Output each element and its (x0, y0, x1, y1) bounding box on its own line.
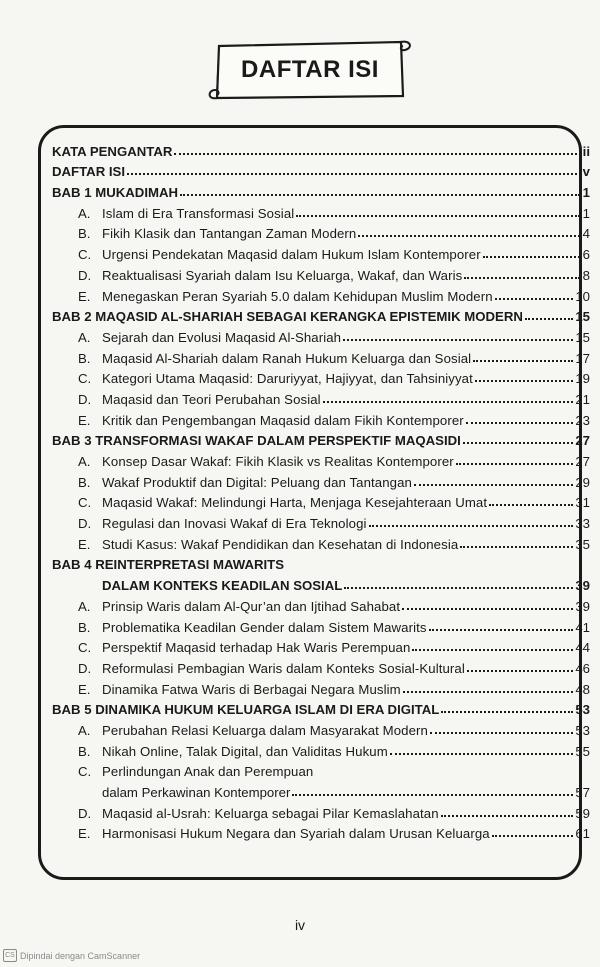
camscanner-icon: CS (3, 949, 17, 962)
toc-entry-letter: B. (78, 350, 91, 366)
toc-entry (52, 510, 590, 531)
toc-entry-page: 21 (575, 391, 590, 407)
toc-leader-dots (180, 190, 580, 196)
toc-leader-dots (460, 542, 573, 548)
toc-leader-dots (412, 645, 573, 651)
toc-entry-page: 10 (575, 288, 590, 304)
toc-entry-letter: C. (78, 495, 92, 511)
toc-entry (52, 241, 590, 262)
toc-entry-title: Urgensi Pendekatan Maqasid dalam Hukum Islam Kontemporer (102, 247, 481, 263)
toc-entry-letter: D. (78, 267, 92, 283)
toc-leader-dots (127, 169, 577, 175)
toc-leader-dots (466, 418, 574, 424)
page-title: DAFTAR ISI (241, 56, 379, 83)
toc-entry (52, 738, 590, 759)
toc-entry-letter: A. (78, 205, 91, 221)
toc-entry-page: 41 (575, 619, 590, 635)
toc-entry (52, 283, 590, 304)
toc-entry-title: dalam Perkawinan Kontemporer (102, 785, 291, 800)
toc-entry-letter: C. (78, 371, 92, 387)
toc-entry-letter: C. (78, 247, 92, 263)
toc-entry-letter: D. (78, 805, 92, 821)
table-of-contents (52, 138, 590, 841)
toc-leader-dots (403, 687, 574, 693)
toc-entry-page: 46 (575, 660, 590, 676)
toc-entry (52, 552, 590, 573)
toc-entry (52, 324, 590, 345)
toc-leader-dots (456, 459, 574, 465)
toc-entry-letter: A. (78, 598, 91, 614)
toc-entry-page: 33 (575, 516, 590, 532)
toc-leader-dots (463, 438, 574, 444)
toc-entry-page: 61 (575, 826, 590, 842)
toc-entry (52, 635, 590, 656)
toc-entry-page: 27 (575, 454, 590, 469)
toc-entry-page: iii (579, 143, 590, 159)
toc-entry-title: Fikih Klasik dan Tantangan Zaman Modern (102, 226, 357, 242)
toc-entry-letter: E. (78, 536, 91, 552)
toc-entry (52, 779, 590, 800)
toc-entry (52, 697, 590, 718)
toc-leader-dots (358, 231, 580, 237)
toc-entry-title: Konsep Dasar Wakaf: Fikih Klasik vs Realitas Kontemporer (102, 454, 454, 469)
toc-entry (52, 138, 590, 159)
toc-entry-title: Regulasi dan Inovasi Wakaf di Era Teknologi (102, 516, 367, 532)
toc-leader-dots (467, 666, 573, 672)
toc-entry-title: DAFTAR ISI (52, 164, 126, 180)
toc-entry-letter: B. (78, 743, 91, 759)
page-number: iv (294, 917, 306, 933)
toc-entry-page: 44 (575, 640, 590, 656)
toc-leader-dots (369, 521, 574, 527)
toc-leader-dots (296, 211, 580, 217)
toc-entry-page: 6 (582, 247, 590, 263)
toc-entry-letter: D. (78, 516, 92, 532)
toc-entry (52, 469, 590, 490)
toc-leader-dots (174, 149, 577, 155)
toc-entry (52, 572, 590, 593)
toc-entry-title: Prinsip Waris dalam Al-Qur’an dan Ijtihad Sahabat (102, 598, 401, 614)
toc-leader-dots (390, 749, 574, 755)
toc-entry-title: Sejarah dan Evolusi Maqasid Al-Shariah (102, 329, 342, 345)
toc-entry-page: 53 (575, 722, 590, 738)
toc-leader-dots (343, 335, 573, 341)
toc-leader-dots (525, 314, 573, 320)
toc-entry (52, 200, 590, 221)
toc-entry-letter: C. (78, 640, 92, 656)
toc-entry-title: Menegaskan Peran Syariah 5.0 dalam Kehidupan Muslim Modern (102, 288, 493, 304)
toc-entry (52, 179, 590, 200)
toc-leader-dots (292, 790, 573, 796)
toc-entry-title: Reformulasi Pembagian Waris dalam Konteks Sosial-Kultural (102, 660, 465, 676)
toc-entry-page: 19 (575, 371, 590, 387)
toc-entry-title: Perlindungan Anak dan Perempuan (102, 764, 314, 780)
toc-entry (52, 448, 590, 469)
toc-entry (52, 262, 590, 283)
toc-entry-letter: E. (78, 681, 91, 697)
toc-entry-page: 1 (582, 185, 590, 201)
toc-entry-title: Wakaf Produktif dan Digital: Peluang dan Tantangan (102, 474, 412, 490)
toc-entry-page: 39 (575, 578, 590, 594)
toc-leader-dots (475, 376, 573, 382)
toc-entry-title: Perubahan Relasi Keluarga dalam Masyarakat Modern (102, 722, 428, 738)
toc-entry-title: Islam di Era Transformasi Sosial (102, 205, 295, 221)
toc-entry (52, 345, 590, 366)
toc-entry-page: 1 (582, 205, 590, 221)
toc-entry-page: 15 (575, 329, 590, 345)
toc-entry-page: 48 (575, 681, 590, 697)
toc-entry (52, 821, 590, 842)
toc-entry-letter: C. (78, 764, 92, 780)
toc-entry-title: Kritik dan Pengembangan Maqasid dalam Fikih Kontemporer (102, 412, 464, 428)
toc-entry-letter: B. (78, 474, 91, 490)
toc-entry-title: Maqasid dan Teori Perubahan Sosial (102, 391, 321, 407)
toc-entry-title: Nikah Online, Talak Digital, dan Validitas Hukum (102, 743, 388, 759)
toc-entry-page: iv (579, 164, 590, 180)
toc-entry (52, 676, 590, 697)
toc-entry (52, 366, 590, 387)
toc-entry-page: 31 (575, 495, 590, 511)
toc-entry-title: BAB 3 TRANSFORMASI WAKAF DALAM PERSPEKTIF MAQASIDI (52, 433, 461, 449)
scanner-watermark (3, 949, 140, 962)
toc-entry (52, 386, 590, 407)
toc-leader-dots (323, 397, 574, 403)
toc-entry-title: Dinamika Fatwa Waris di Berbagai Negara Muslim (102, 681, 401, 697)
toc-entry-page: 4 (582, 226, 590, 242)
toc-entry (52, 531, 590, 552)
toc-entry-title: Problematika Keadilan Gender dalam Sistem Mawarits (102, 619, 427, 635)
toc-entry-letter: B. (78, 619, 91, 635)
toc-entry-title: Kategori Utama Maqasid: Daruriyyat, Hajiyyat, dan Tahsiniyyat (102, 371, 473, 387)
toc-entry-page: 55 (575, 743, 590, 759)
toc-entry-title: DALAM KONTEKS KEADILAN SOSIAL (102, 578, 343, 594)
toc-entry (52, 717, 590, 738)
toc-entry-letter: D. (78, 391, 92, 407)
toc-entry-title: Maqasid al-Usrah: Keluarga sebagai Pilar Kemaslahatan (102, 805, 439, 821)
toc-entry-title: BAB 2 MAQASID AL-SHARIAH SEBAGAI KERANGKA EPISTEMIK MODERN (52, 309, 523, 325)
toc-entry (52, 759, 590, 780)
toc-entry-letter: D. (78, 660, 92, 676)
toc-entry-letter: E. (78, 288, 91, 304)
toc-entry-title: Maqasid Al-Shariah dalam Ranah Hukum Keluarga dan Sosial (102, 350, 472, 366)
toc-entry-page: 15 (575, 309, 590, 325)
toc-leader-dots (430, 728, 573, 734)
toc-leader-dots (441, 811, 574, 817)
toc-entry-title: BAB 5 DINAMIKA HUKUM KELUARGA ISLAM DI ERA DIGITAL (52, 702, 440, 718)
toc-entry-letter: A. (78, 722, 91, 738)
toc-entry (52, 655, 590, 676)
toc-entry (52, 304, 590, 325)
toc-leader-dots (344, 583, 573, 589)
toc-entry-title: Reaktualisasi Syariah dalam Isu Keluarga, Wakaf, dan Waris (102, 267, 463, 283)
toc-entry-title: BAB 1 MUKADIMAH (52, 185, 179, 201)
toc-leader-dots (473, 356, 573, 362)
toc-entry-letter: A. (78, 329, 91, 345)
toc-entry-letter: E. (78, 412, 91, 428)
toc-entry-page: 17 (575, 350, 590, 366)
toc-entry (52, 614, 590, 635)
toc-entry-title: Studi Kasus: Wakaf Pendidikan dan Kesehatan di Indonesia (102, 536, 459, 552)
toc-entry-letter: E. (78, 826, 91, 842)
toc-entry-page: 59 (575, 805, 590, 821)
toc-entry-page: 27 (575, 433, 590, 449)
toc-leader-dots (441, 707, 573, 713)
toc-entry-page: 23 (575, 412, 590, 428)
toc-leader-dots (489, 500, 573, 506)
title-banner (205, 38, 415, 104)
toc-entry (52, 593, 590, 614)
toc-leader-dots (429, 625, 574, 631)
toc-entry (52, 407, 590, 428)
toc-leader-dots (495, 294, 574, 300)
toc-leader-dots (483, 252, 580, 258)
toc-entry-page: 8 (582, 267, 590, 283)
toc-entry-page: 39 (575, 598, 590, 614)
toc-entry (52, 800, 590, 821)
toc-entry (52, 490, 590, 511)
toc-entry-title: KATA PENGANTAR (52, 143, 173, 159)
toc-entry-page: 35 (575, 536, 590, 552)
toc-entry (52, 428, 590, 449)
toc-entry-title: Harmonisasi Hukum Negara dan Syariah dalam Urusan Keluarga (102, 826, 490, 842)
toc-entry-page: 53 (575, 702, 590, 718)
toc-entry-title: Perspektif Maqasid terhadap Hak Waris Perempuan (102, 640, 411, 656)
toc-entry-title: Maqasid Wakaf: Melindungi Harta, Menjaga Kesejahteraan Umat (102, 495, 488, 511)
toc-entry-letter: B. (78, 226, 91, 242)
toc-leader-dots (492, 831, 574, 837)
toc-leader-dots (402, 604, 573, 610)
scanner-note: Dipindai dengan CamScanner (20, 950, 141, 961)
toc-entry (52, 159, 590, 180)
toc-entry-page: 29 (575, 474, 590, 490)
toc-leader-dots (464, 273, 580, 279)
toc-entry-title: BAB 4 REINTERPRETASI MAWARITS (52, 557, 285, 573)
toc-leader-dots (414, 480, 573, 486)
toc-entry-page: 57 (575, 785, 590, 800)
toc-entry (52, 221, 590, 242)
toc-entry-letter: A. (78, 454, 91, 469)
